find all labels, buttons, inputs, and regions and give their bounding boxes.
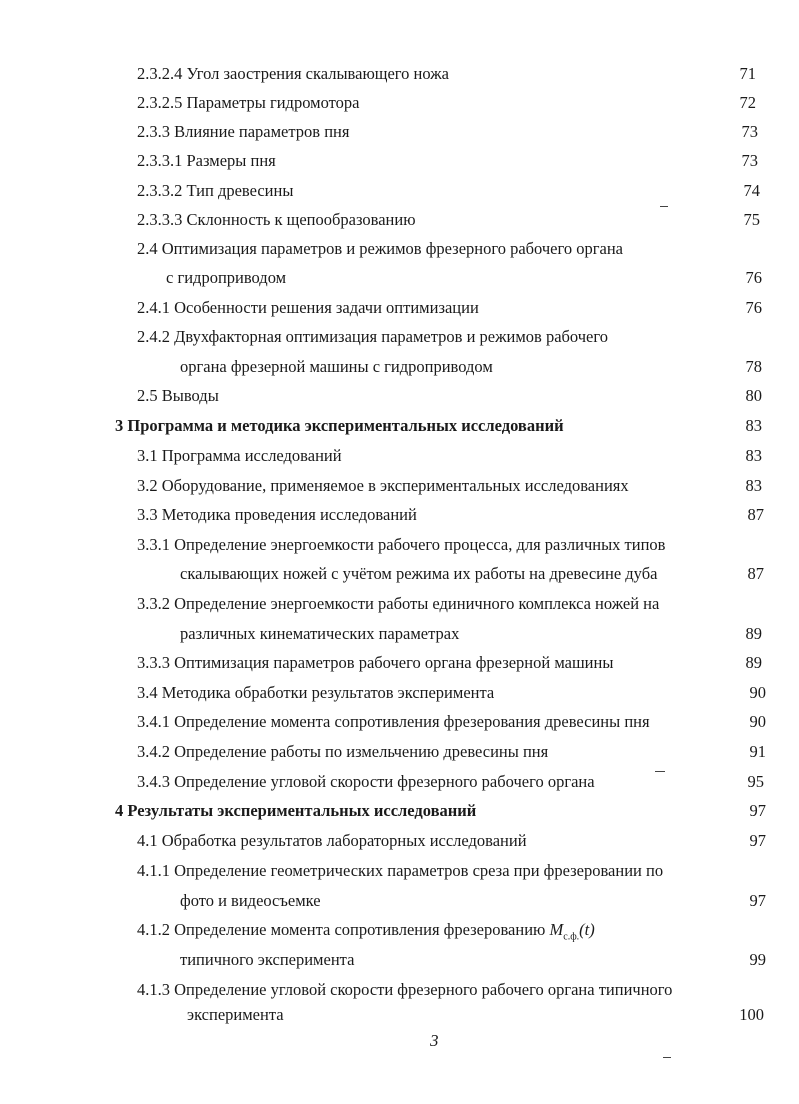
formula-subscript: с.ф.: [563, 931, 580, 943]
toc-entry-page: 83: [745, 476, 762, 495]
toc-entry-page: 91: [749, 742, 766, 761]
toc-entry-text: 4.1.2 Определение момента сопротивления фрезерованию: [137, 920, 546, 939]
toc-entry-text: 2.4.1 Особенности решения задачи оптимизации: [137, 298, 479, 317]
scan-speck: [663, 1057, 671, 1058]
toc-entry-text: 4.1.1 Определение геометрических параметров среза при фрезеровании по: [137, 861, 664, 880]
toc-entry-text: 2.4.2 Двухфакторная оптимизация параметров и режимов рабочего: [137, 327, 608, 346]
toc-entry-page: 97: [749, 891, 766, 910]
toc-entry-text: 2.5 Выводы: [137, 386, 219, 405]
toc-entry-with-formula: [137, 920, 595, 947]
toc-entry-page: 89: [745, 653, 762, 672]
toc-entry-page: 99: [749, 950, 766, 969]
formula-symbol: M: [549, 920, 564, 939]
toc-entry-text: 3.2 Оборудование, применяемое в экспериментальных исследованиях: [137, 476, 629, 495]
toc-entry-continuation: фото и видеосъемке: [180, 891, 321, 910]
toc-entry-page: 90: [749, 683, 766, 702]
toc-entry-continuation: типичного эксперимента: [180, 950, 355, 969]
toc-entry-page: 89: [745, 624, 762, 643]
toc-entry-text: 4.1 Обработка результатов лабораторных исследований: [137, 831, 527, 850]
toc-entry-text: 3.4 Методика обработки результатов эксперимента: [137, 683, 495, 702]
toc-entry-page: 75: [743, 210, 760, 229]
toc-entry-text: 3.3.3 Оптимизация параметров рабочего органа фрезерной машины: [137, 653, 614, 672]
toc-entry-text: 2.3.3.3 Склонность к щепообразованию: [137, 210, 416, 229]
toc-entry-page: 74: [743, 181, 760, 200]
toc-entry-page: 83: [745, 446, 762, 465]
toc-entry-text: 2.3.2.4 Угол заострения скалывающего ножа: [137, 64, 449, 83]
toc-entry-continuation: органа фрезерной машины с гидроприводом: [180, 357, 493, 376]
toc-entry-text: 4.1.3 Определение угловой скорости фрезерного рабочего органа типичного: [137, 980, 673, 999]
toc-entry-page: 97: [749, 801, 766, 820]
toc-entry-text: 2.3.3.2 Тип древесины: [137, 181, 294, 200]
toc-entry-text: 2.3.3.1 Размеры пня: [137, 151, 276, 170]
formula-argument: (t): [579, 920, 595, 939]
toc-chapter-title: 4 Результаты экспериментальных исследований: [115, 801, 477, 820]
scan-speck: [655, 771, 665, 772]
toc-entry-text: 3.4.3 Определение угловой скорости фрезерного рабочего органа: [137, 772, 595, 791]
toc-entry-text: 3.3.2 Определение энергоемкости работы единичного комплекса ножей на: [137, 594, 660, 613]
toc-chapter-title: 3 Программа и методика экспериментальных исследований: [115, 416, 564, 435]
toc-entry-text: 3.4.1 Определение момента сопротивления фрезерования древесины пня: [137, 712, 650, 731]
toc-entry-page: 90: [749, 712, 766, 731]
toc-entry-page: 95: [747, 772, 764, 791]
toc-entry-text: 3.4.2 Определение работы по измельчению древесины пня: [137, 742, 549, 761]
toc-entry-page: 76: [745, 268, 762, 287]
toc-entry-text: 3.3.1 Определение энергоемкости рабочего процесса, для различных типов: [137, 535, 666, 554]
toc-entry-text: 2.3.3 Влияние параметров пня: [137, 122, 350, 141]
toc-entry-page: 87: [747, 564, 764, 583]
scan-speck: [660, 206, 668, 207]
toc-entry-page: 76: [745, 298, 762, 317]
toc-entry-text: 3.1 Программа исследований: [137, 446, 342, 465]
toc-entry-continuation: с гидроприводом: [166, 268, 287, 287]
toc-entry-page: 73: [741, 122, 758, 141]
toc-entry-continuation: различных кинематических параметрах: [180, 624, 460, 643]
toc-entry-text: 2.4 Оптимизация параметров и режимов фрезерного рабочего органа: [137, 239, 623, 258]
toc-entry-page: 72: [739, 93, 756, 112]
toc-entry-page: 80: [745, 386, 762, 405]
toc-entry-text: 2.3.2.5 Параметры гидромотора: [137, 93, 360, 112]
page-number: 3: [430, 1031, 439, 1050]
toc-entry-page: 78: [745, 357, 762, 376]
toc-entry-page: 71: [739, 64, 756, 83]
toc-entry-text: 3.3 Методика проведения исследований: [137, 505, 417, 524]
toc-entry-continuation: скалывающих ножей с учётом режима их работы на древесине дуба: [180, 564, 658, 583]
toc-entry-page: 83: [745, 416, 762, 435]
toc-entry-continuation: эксперимента: [187, 1005, 284, 1024]
toc-entry-page: 100: [739, 1005, 764, 1024]
toc-entry-page: 87: [747, 505, 764, 524]
toc-entry-page: 73: [741, 151, 758, 170]
toc-entry-page: 97: [749, 831, 766, 850]
